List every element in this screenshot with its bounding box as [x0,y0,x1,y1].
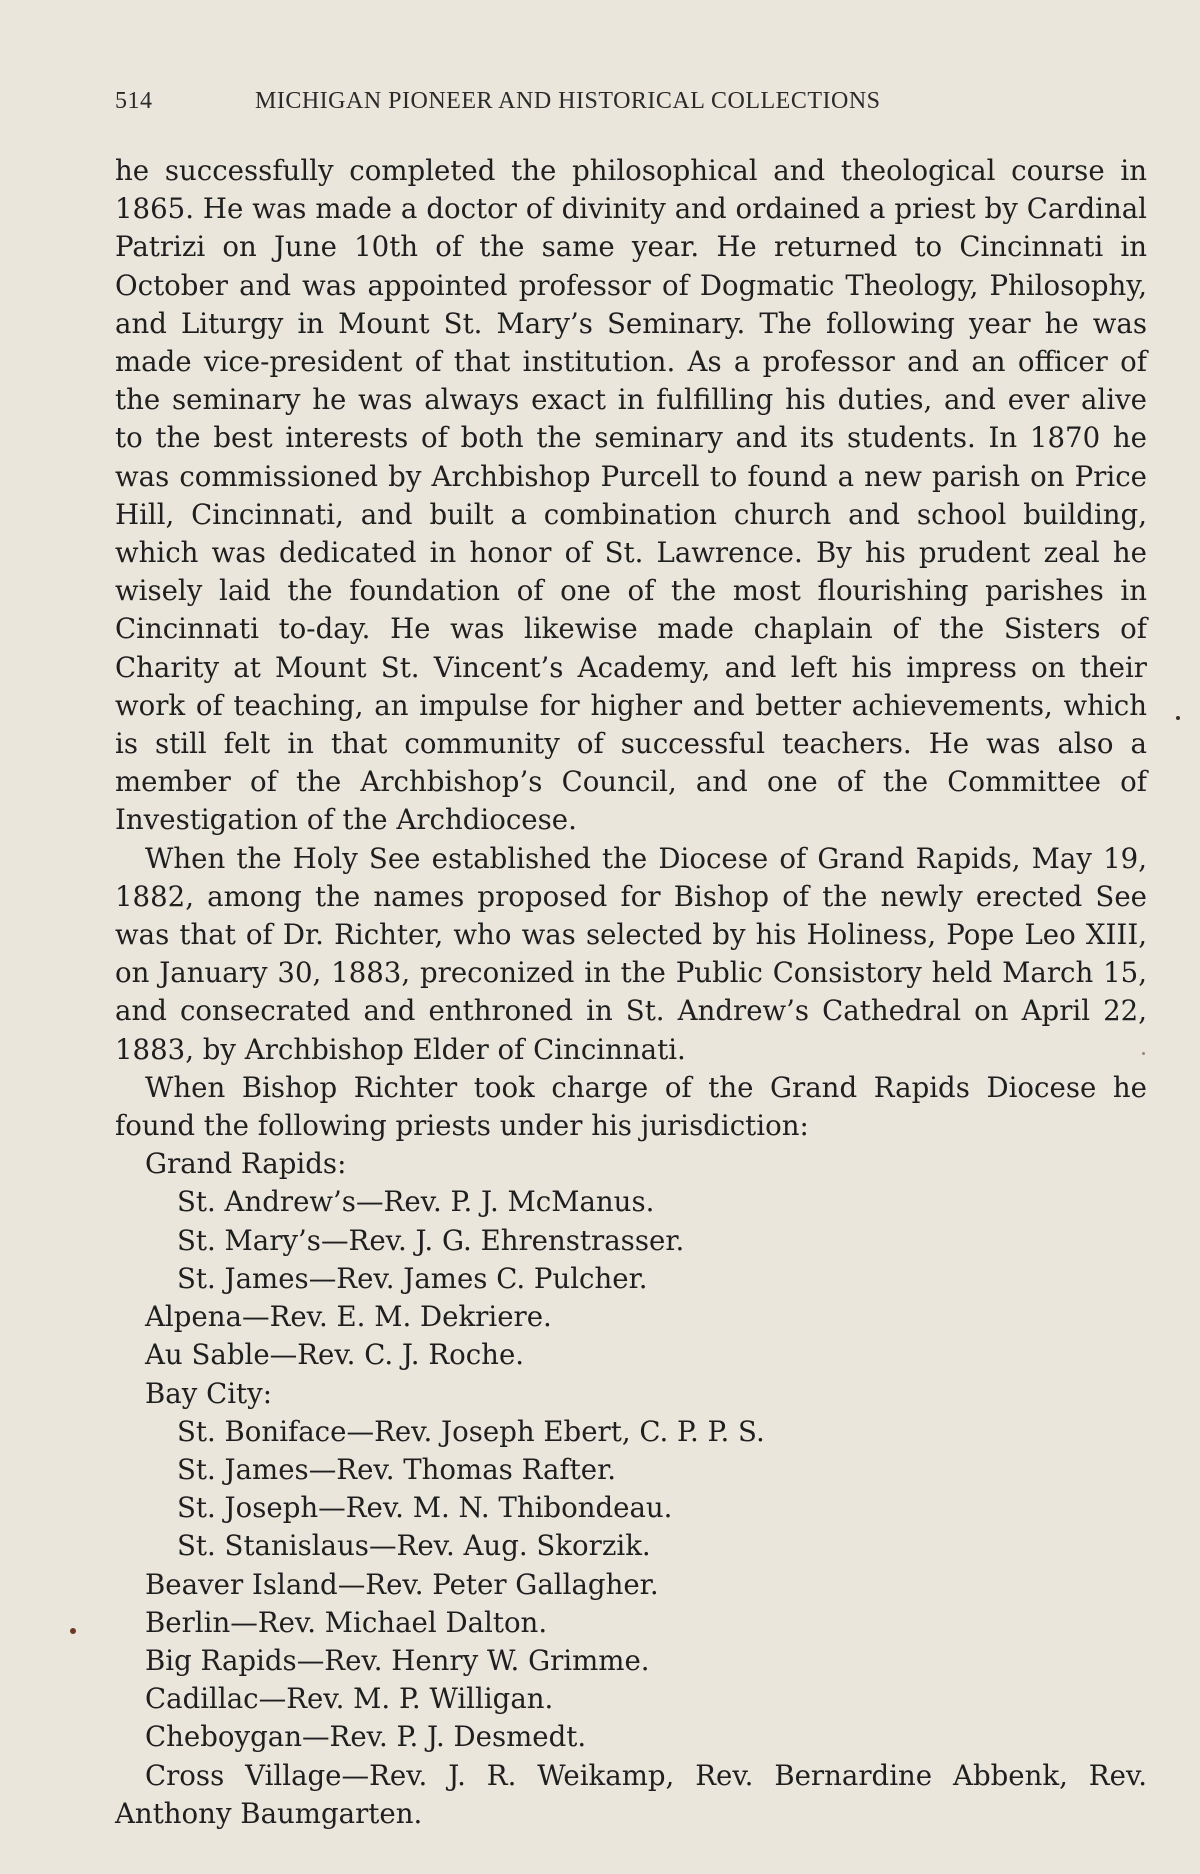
list-item: Beaver Island—Rev. Peter Gallagher. [145,1567,659,1601]
scan-speck [1142,1052,1145,1055]
list-subitem: St. Joseph—Rev. M. N. Thibondeau. [177,1491,673,1525]
list-item: Alpena—Rev. E. M. Dekriere. [145,1300,552,1334]
list-item: Berlin—Rev. Michael Dalton. [145,1605,548,1639]
paragraph-3: When Bishop Richter took charge of the Grand Rapids Diocese he found the following priests under his jurisdiction: [115,1070,1147,1143]
running-head [115,88,1147,122]
paragraph-1: he successfully completed the philosophical and theological course in 1865. He was made a doctor of divinity and ordained a priest by Cardinal Patrizi on June 10th of the same year. He returned to Cincinnati in October and was appointed professor of Dogmatic Theology, Philosophy, and Liturgy in Mount St. Mary’s Seminary. The following year he was made vice-president of that institution. As a professor and an officer of the seminary he was always exact in fulfilling his duties, and ever alive to the best interests of both the seminary and its students. In 1870 he was commissioned by Archbishop Purcell to found a new parish on Price Hill, Cincinnati, and built a combination church and school building, which was dedicated in honor of St. Lawrence. By his prudent zeal he wisely laid the foundation of one of the most flourishing parishes in Cincinnati to-day. He was likewise made chaplain of the Sisters of Charity at Mount St. Vincent’s Academy, and left his impress on their work of teaching, an impulse for higher and better achievements, which is still felt in that community of successful teachers. He was also a member of the Archbishop’s Council, and one of the Committee of Investigation of the Archdiocese. [115,154,1147,837]
page-number: 514 [115,88,153,114]
body-text [115,152,1147,1145]
list-subitem: St. Boniface—Rev. Joseph Ebert, C. P. P. S. [177,1414,765,1448]
running-title: MICHIGAN PIONEER AND HISTORICAL COLLECTIONS [255,88,881,114]
scan-speck [70,1628,76,1634]
list-subitem: St. James—Rev. Thomas Rafter. [177,1452,617,1486]
list-subitem: St. Stanislaus—Rev. Aug. Skorzik. [177,1529,651,1563]
paragraph-2: When the Holy See established the Diocese of Grand Rapids, May 19, 1882, among the names proposed for Bishop of the newly erected See was that of Dr. Richter, who was selected by his Holiness, Pope Leo XIII, on January 30, 1883, preconized in the Public Consistory held March 15, and consecrated and enthroned in St. Andrew’s Cathedral on April 22, 1883, by Archbishop Elder of Cincinnati. [115,841,1147,1066]
list-item: Grand Rapids: [145,1147,347,1181]
list-subitem: St. Mary’s—Rev. J. G. Ehrenstrasser. [177,1223,685,1257]
list-item: Cadillac—Rev. M. P. Willigan. [145,1682,554,1716]
priest-list [115,1145,1147,1756]
list-subitem: St. Andrew’s—Rev. P. J. McManus. [177,1185,655,1219]
list-item-cross-village: Cross Village—Rev. J. R. Weikamp, Rev. Bernardine Abbenk, Rev. Anthony Baumgarten. [115,1758,1147,1830]
list-item: Cheboygan—Rev. P. J. Desmedt. [145,1720,587,1754]
last-entry-block [115,1757,1147,1833]
scan-speck [1176,716,1180,720]
list-subitem: St. James—Rev. James C. Pulcher. [177,1261,648,1295]
list-item: Bay City: [145,1376,273,1410]
list-item: Au Sable—Rev. C. J. Roche. [145,1338,525,1372]
list-item: Big Rapids—Rev. Henry W. Grimme. [145,1643,650,1677]
document-page [115,88,1147,1833]
